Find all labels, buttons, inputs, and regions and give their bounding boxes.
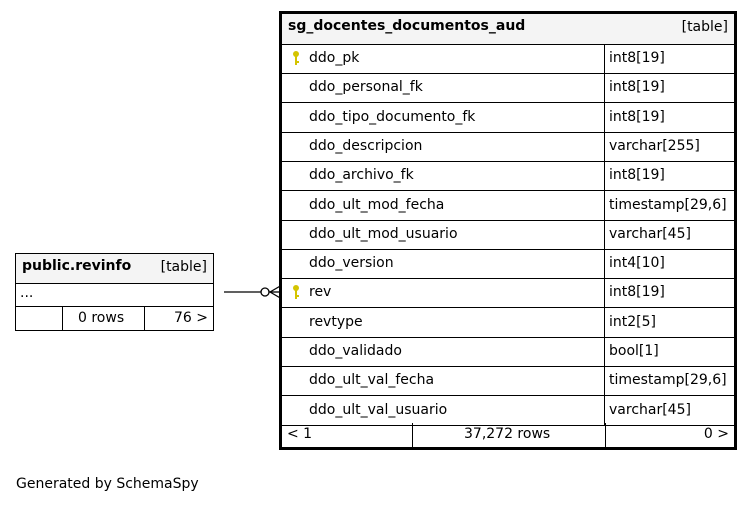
column-name-cell	[282, 308, 605, 337]
column-name: ddo_tipo_documento_fk	[309, 108, 476, 125]
table-public-revinfo[interactable]	[15, 253, 214, 331]
column-type: varchar[255]	[609, 137, 700, 154]
column-type: timestamp[29,6]	[609, 196, 727, 213]
column-name-cell	[282, 132, 605, 161]
table-sg-docentes-documentos-aud[interactable]	[279, 11, 737, 450]
generator-credit: Generated by SchemaSpy	[16, 476, 199, 492]
column-type: int8[19]	[609, 79, 665, 96]
table-kind: [table]	[681, 19, 728, 35]
column-row[interactable]	[282, 396, 734, 426]
column-name: ddo_ult_mod_usuario	[309, 225, 458, 242]
primary-key-icon	[290, 50, 302, 66]
table-footer	[16, 307, 213, 331]
table-footer	[282, 423, 734, 447]
column-name-cell	[282, 366, 605, 395]
column-row[interactable]	[282, 103, 734, 133]
table-name: sg_docentes_documentos_aud	[288, 18, 526, 34]
table-name: public.revinfo	[22, 258, 132, 274]
column-name-cell	[282, 103, 605, 132]
column-row[interactable]	[282, 308, 734, 338]
column-name: revtype	[309, 313, 363, 330]
column-name-cell	[282, 44, 605, 73]
table-body-ellipsis	[16, 283, 213, 307]
column-row[interactable]	[282, 337, 734, 367]
column-row[interactable]	[282, 249, 734, 279]
ellipsis-text: ...	[20, 285, 34, 301]
column-name: ddo_personal_fk	[309, 79, 423, 96]
parent-count-link[interactable]: < 1	[287, 426, 313, 442]
table-header	[282, 14, 734, 45]
column-name: ddo_descripcion	[309, 137, 423, 154]
table-header	[16, 254, 213, 284]
column-name: rev	[309, 284, 332, 301]
column-name: ddo_ult_mod_fecha	[309, 196, 445, 213]
column-name-cell	[282, 249, 605, 278]
column-name-cell	[282, 337, 605, 366]
column-name-cell	[282, 278, 605, 307]
column-name-cell	[282, 73, 605, 102]
column-type: varchar[45]	[609, 401, 691, 418]
column-name: ddo_pk	[309, 50, 360, 66]
column-name: ddo_archivo_fk	[309, 167, 414, 184]
column-type: bool[1]	[609, 343, 659, 359]
column-name: ddo_ult_val_usuario	[309, 401, 448, 418]
column-row[interactable]	[282, 191, 734, 221]
column-type: varchar[45]	[609, 225, 691, 242]
child-count-link[interactable]: 0 >	[703, 426, 729, 442]
column-type: int8[19]	[609, 108, 665, 125]
column-name-cell	[282, 396, 605, 425]
column-row[interactable]	[282, 366, 734, 396]
column-name: ddo_ult_val_fecha	[309, 372, 435, 389]
column-row[interactable]	[282, 278, 734, 308]
column-row[interactable]	[282, 161, 734, 191]
row-count: 37,272 rows	[464, 426, 551, 442]
column-row[interactable]	[282, 73, 734, 103]
column-name-cell	[282, 161, 605, 190]
column-type: int8[19]	[609, 284, 665, 301]
table-kind: [table]	[160, 259, 207, 275]
column-type: timestamp[29,6]	[609, 372, 727, 389]
column-row[interactable]	[282, 132, 734, 162]
column-name-cell	[282, 191, 605, 220]
row-count: 0 rows	[78, 310, 125, 326]
column-type: int8[19]	[609, 167, 665, 184]
column-type: int8[19]	[609, 50, 665, 66]
column-row[interactable]	[282, 220, 734, 250]
child-count-link[interactable]: 76 >	[174, 310, 208, 326]
column-name: ddo_validado	[309, 343, 402, 359]
column-name: ddo_version	[309, 255, 394, 272]
column-type: int2[5]	[609, 313, 656, 330]
column-row[interactable]	[282, 44, 734, 74]
relationship-connector	[222, 280, 284, 304]
primary-key-icon	[290, 284, 302, 300]
column-name-cell	[282, 220, 605, 249]
column-type: int4[10]	[609, 255, 665, 272]
